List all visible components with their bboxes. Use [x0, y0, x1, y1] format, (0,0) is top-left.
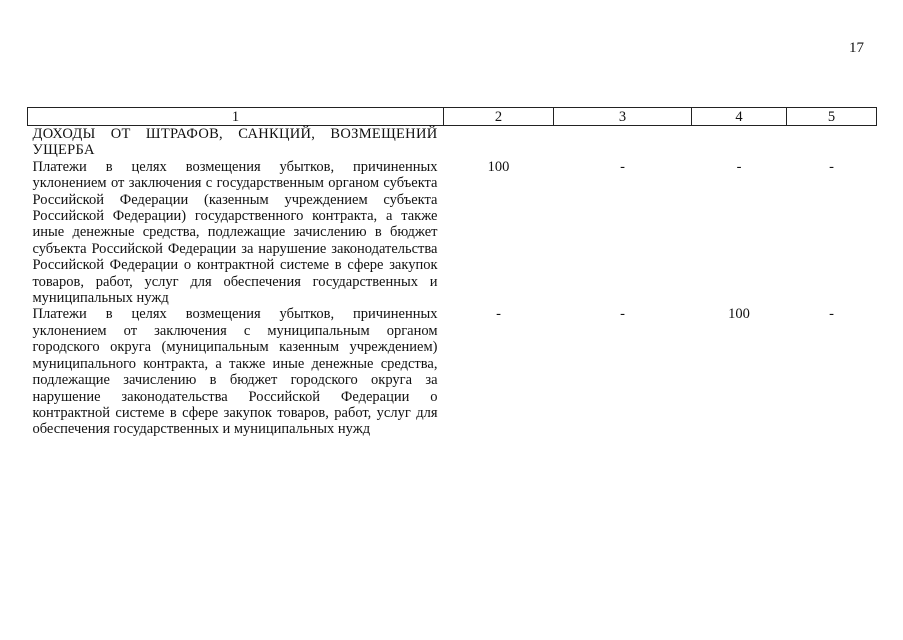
row-value-col3: -	[620, 306, 625, 323]
row-description: Платежи в целях возмещения убытков, причиненных уклонением от заключения с муниципальным органом городского округа (муниципальным казенным учреждением) муниципального контракта, а также иные денежные средства, подлежащие зачислению в бюджет городского округа за нарушение законодательства Российской Федерации о контрактной системе в сфере закупок товаров, работ, услуг для обеспечения государственных и муниципальных нужд	[32, 306, 438, 438]
section-heading: ДОХОДЫ ОТ ШТРАФОВ, САНКЦИЙ, ВОЗМЕЩЕНИЙ УЩЕРБА	[32, 126, 438, 159]
empty-cell	[444, 126, 554, 159]
table-row	[28, 159, 877, 307]
column-header-5: 5	[787, 108, 877, 126]
section-heading-row	[28, 126, 877, 159]
page-number: 17	[849, 40, 864, 56]
empty-cell	[692, 126, 787, 159]
row-value-col3: -	[620, 158, 625, 175]
table-row	[28, 306, 877, 437]
row-value-col2: 100	[487, 158, 510, 175]
row-value-col5: -	[829, 306, 834, 323]
column-header-1: 1	[28, 108, 444, 126]
empty-cell	[554, 126, 692, 159]
row-value-col4: -	[736, 158, 742, 175]
empty-cell	[787, 126, 877, 159]
column-header-2: 2	[444, 108, 554, 126]
row-value-col5: -	[829, 158, 834, 175]
table-header-row	[28, 108, 877, 126]
row-description: Платежи в целях возмещения убытков, причиненных уклонением от заключения с государственным органом субъекта Российской Федерации (казенным учреждением субъекта Российской Федерации) государственного контракта, а также иные денежные средства, подлежащие зачислению в бюджет субъекта Российской Федерации за нарушение законодательства Российской Федерации о контрактной системе в сфере закупок товаров, работ, услуг для обеспечения государственных и муниципальных нужд	[32, 158, 438, 307]
column-header-3: 3	[554, 108, 692, 126]
revenue-table	[27, 107, 877, 438]
row-value-col2: -	[496, 306, 501, 323]
row-value-col4: 100	[728, 306, 750, 323]
column-header-4: 4	[692, 108, 787, 126]
